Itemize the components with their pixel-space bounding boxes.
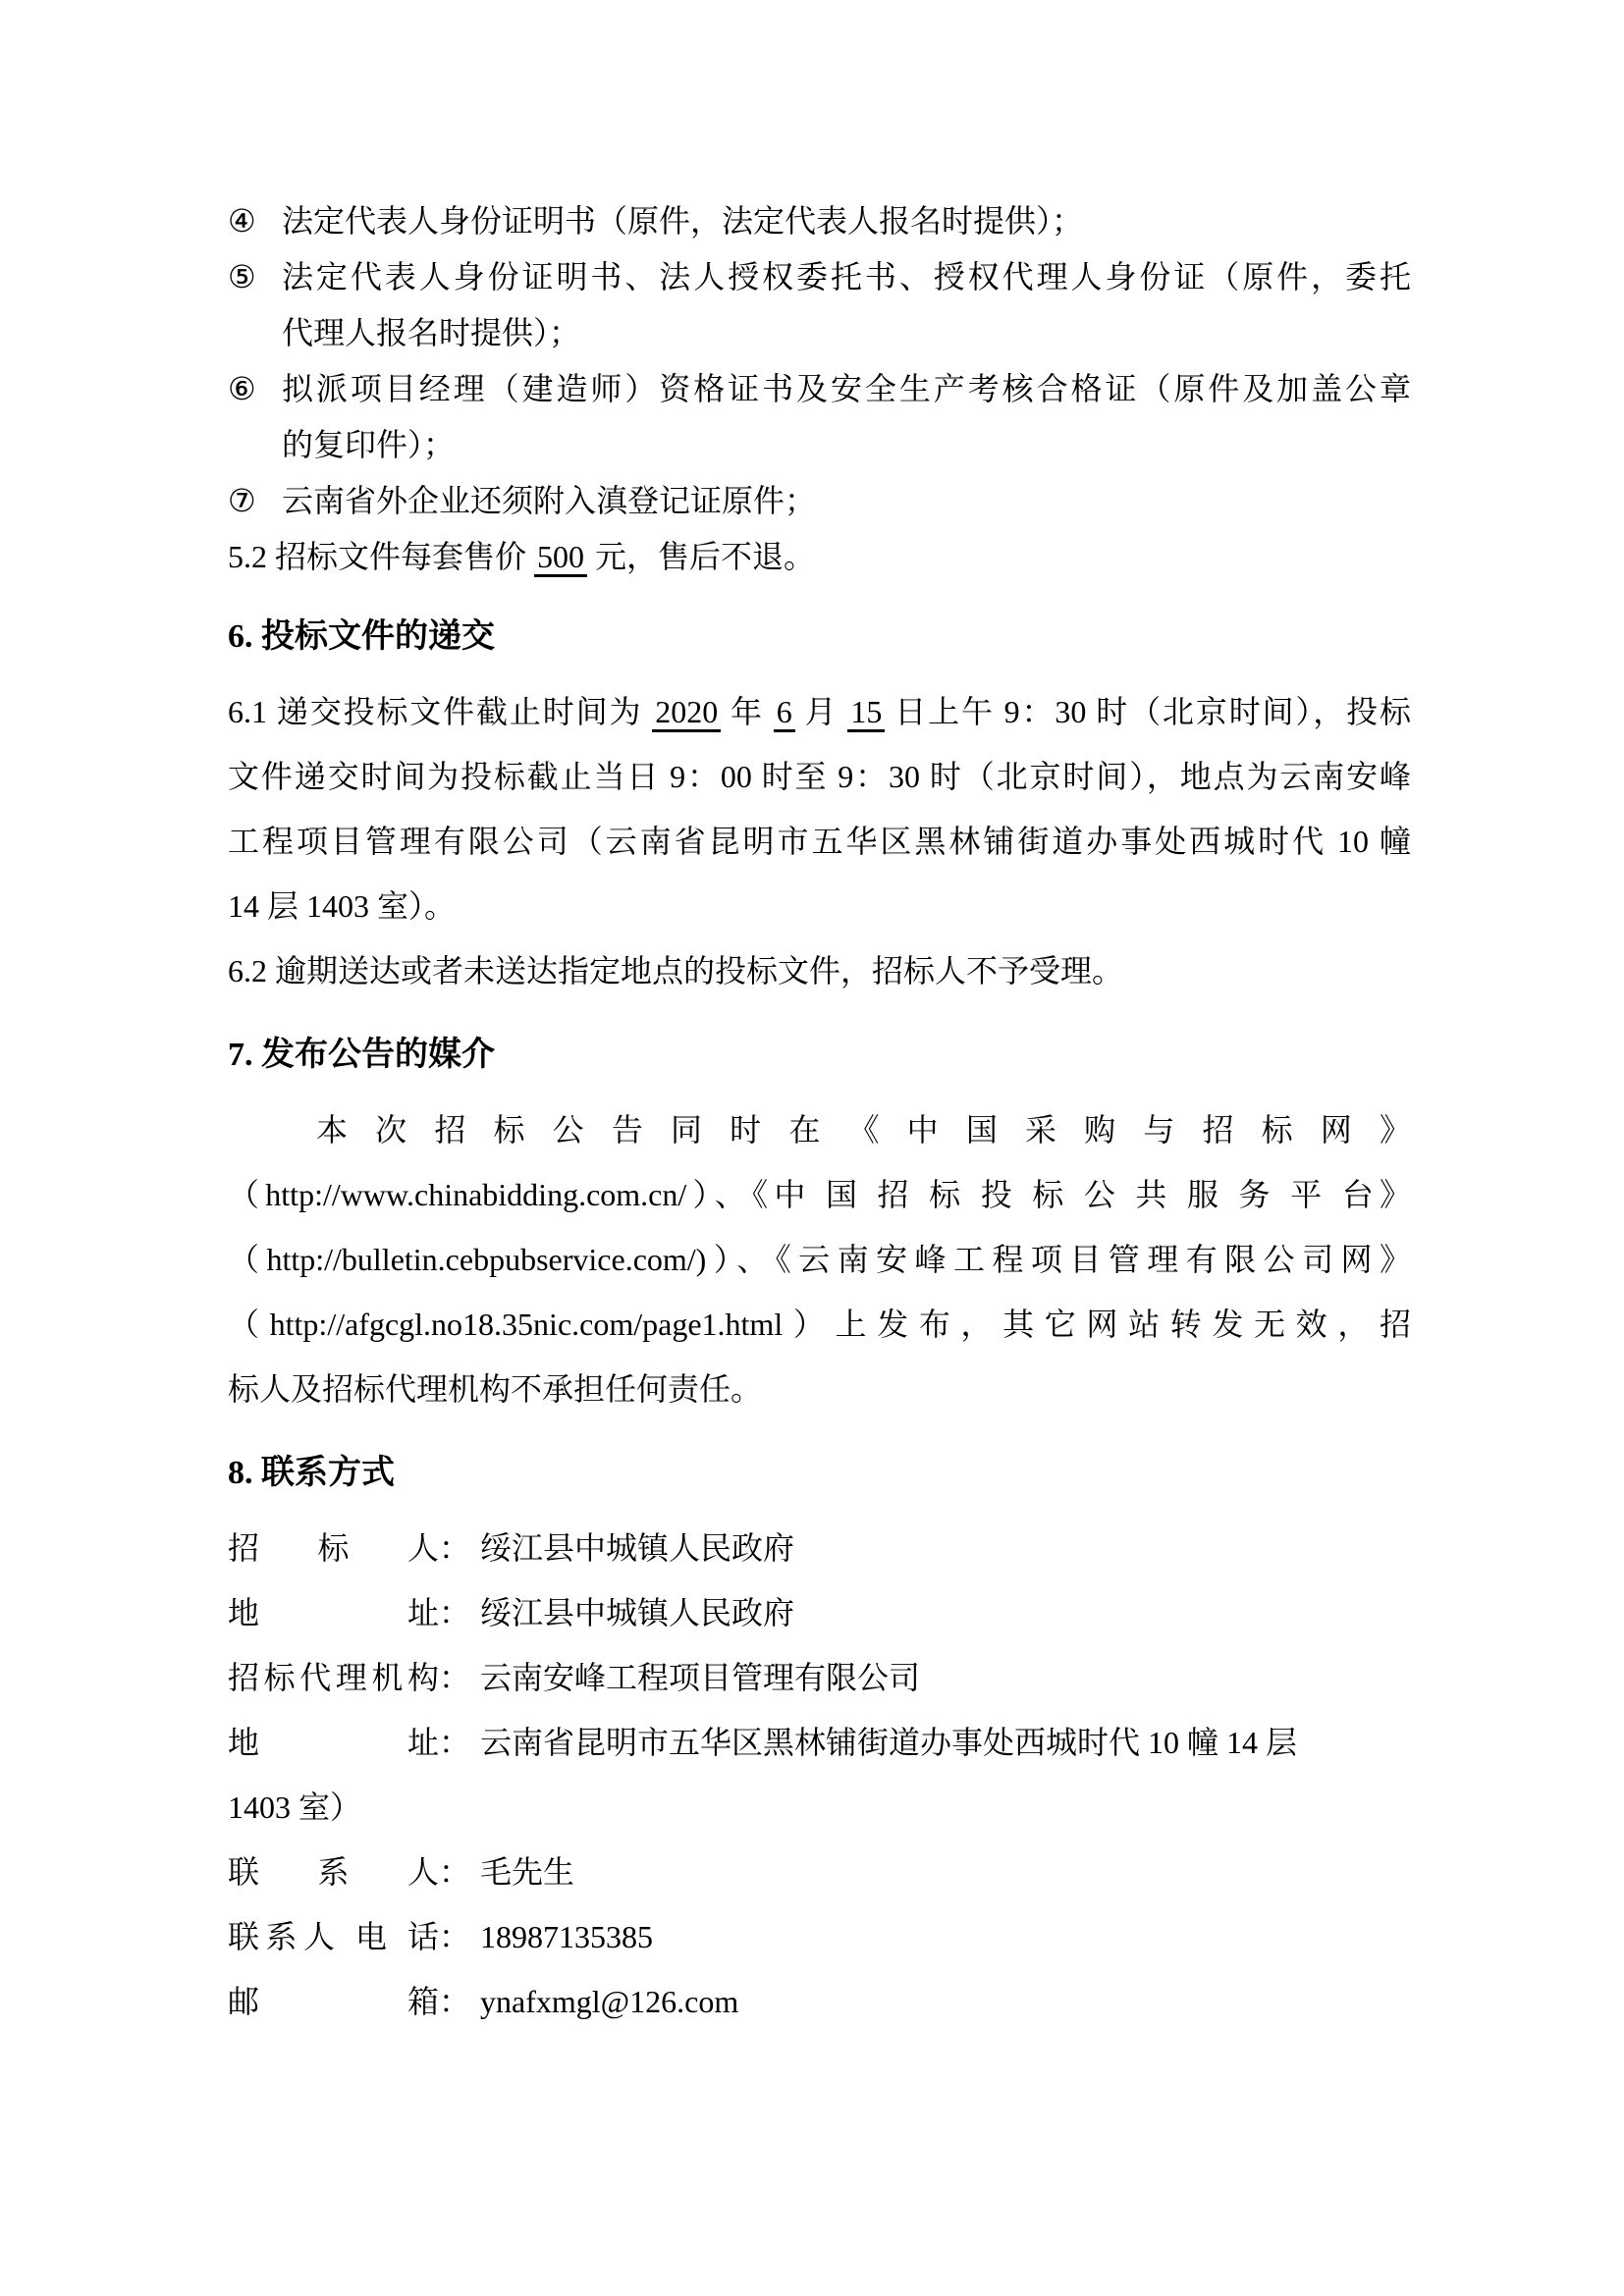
contact-colon: ： — [439, 1854, 471, 1890]
clause-6-1-line: 14 层 1403 室）。 — [228, 888, 457, 924]
list-item-line: 拟派项目经理（建造师）资格证书及安全生产考核合格证（原件及加盖公章 — [282, 371, 1411, 406]
list-item-line: 法定代表人身份证明书（原件，法定代表人报名时提供）； — [282, 203, 1084, 239]
media-line: 标人及招标代理机构不承担任何责任。 — [228, 1371, 763, 1407]
clause-6-1-line: 文件递交时间为投标截止当日 9：00 时至 9：30 时（北京时间），地点为云南安峰 — [228, 759, 1411, 794]
contact-label: 地 址 — [228, 1595, 439, 1630]
clause-6-1-text: 6.1 递交投标文件截止时间为 — [228, 694, 653, 729]
agency-address-continuation: 1403 室） — [228, 1789, 362, 1825]
announcement-media-paragraph — [228, 1097, 1411, 1421]
media-line: （http://afgcgl.no18.35nic.com/page1.html）上发布，其它网站转发无效，招 — [228, 1307, 1411, 1342]
section-7-heading: 7. 发布公告的媒介 — [228, 1037, 495, 1073]
contact-colon: ： — [439, 1530, 471, 1566]
contact-list — [228, 1516, 1411, 2034]
clause-6-2: 6.2 逾期送达或者未送达指定地点的投标文件，招标人不予受理。 — [228, 953, 1124, 988]
list-item-marker: ⑥ — [228, 371, 256, 406]
clause-6-1-text: 月 — [794, 694, 848, 729]
contact-row-person — [228, 1840, 1411, 1904]
clause-6-1 — [228, 679, 1411, 938]
deadline-year-underline: 2020 — [652, 694, 721, 732]
section-8-heading: 8. 联系方式 — [228, 1455, 395, 1491]
contact-value: 绥江县中城镇人民政府 — [480, 1530, 795, 1566]
contact-value: ynafxmgl@126.com — [480, 1984, 739, 2019]
contact-colon: ： — [439, 1595, 471, 1630]
list-item — [228, 473, 1411, 529]
contact-row-tenderee-address — [228, 1580, 1411, 1645]
list-item — [228, 361, 1411, 473]
contact-label: 邮 箱 — [228, 1984, 439, 2019]
clause-5-2-text: 元，售后不退。 — [587, 539, 816, 574]
list-item-marker: ④ — [228, 203, 256, 239]
list-item-line: 代理人报名时提供）； — [282, 315, 581, 350]
requirements-list — [228, 193, 1411, 529]
contact-colon: ： — [439, 1984, 471, 2019]
clause-6-1-line: 工程项目管理有限公司（云南省昆明市五华区黑林铺街道办事处西城时代 10 幢 — [228, 824, 1411, 859]
contact-value: 云南安峰工程项目管理有限公司 — [480, 1660, 921, 1695]
contact-value: 云南省昆明市五华区黑林铺街道办事处西城时代 10 幢 14 层 — [480, 1725, 1298, 1760]
clause-5-2 — [228, 529, 1411, 585]
contact-row-phone — [228, 1904, 1411, 1969]
list-item-line: 法定代表人身份证明书、法人授权委托书、授权代理人身份证（原件，委托 — [282, 259, 1411, 294]
media-line: 本 次 招 标 公 告 同 时 在 《 中 国 采 购 与 招 标 网 》 — [316, 1112, 1411, 1148]
contact-value: 18987135385 — [480, 1919, 654, 1954]
list-item-marker: ⑦ — [228, 483, 256, 518]
list-item — [228, 249, 1411, 361]
contact-row-email — [228, 1969, 1411, 2034]
deadline-month-underline: 6 — [774, 694, 795, 732]
contact-colon: ： — [439, 1919, 471, 1954]
contact-colon: ： — [439, 1725, 471, 1760]
media-line: （http://bulletin.cebpubservice.com/)）、《云南安峰工程项目管理有限公司网》 — [228, 1242, 1411, 1277]
contact-row-agency-address — [228, 1710, 1411, 1775]
list-item-line: 的复印件）； — [282, 427, 456, 462]
media-line: （http://www.chinabidding.com.cn/）、《中 国 招 标 投 标 公 共 服 务 平 台》 — [228, 1177, 1411, 1212]
contact-row-agency — [228, 1645, 1411, 1710]
contact-label: 地 址 — [228, 1725, 439, 1760]
clause-6-1-text: 日上午 9：30 时（北京时间），投标 — [885, 694, 1411, 729]
deadline-day-underline: 15 — [847, 694, 885, 732]
list-item-line: 云南省外企业还须附入滇登记证原件； — [282, 483, 817, 518]
contact-value: 绥江县中城镇人民政府 — [480, 1595, 795, 1630]
clause-5-2-text: 5.2 招标文件每套售价 — [228, 539, 535, 574]
clause-6-1-line — [228, 679, 1411, 744]
contact-label: 招标代理机构 — [228, 1660, 439, 1695]
list-item — [228, 193, 1411, 249]
list-item-marker: ⑤ — [228, 259, 256, 294]
contact-label: 联系人 电 话 — [228, 1919, 439, 1954]
contact-value: 毛先生 — [480, 1854, 575, 1890]
contact-colon: ： — [439, 1660, 471, 1695]
contact-label: 联 系 人 — [228, 1854, 439, 1890]
document-price-underline: 500 — [534, 539, 587, 577]
section-6-heading: 6. 投标文件的递交 — [228, 618, 495, 655]
contact-row-tenderee — [228, 1516, 1411, 1580]
clause-6-1-text: 年 — [721, 694, 774, 729]
contact-label: 招 标 人 — [228, 1530, 439, 1566]
